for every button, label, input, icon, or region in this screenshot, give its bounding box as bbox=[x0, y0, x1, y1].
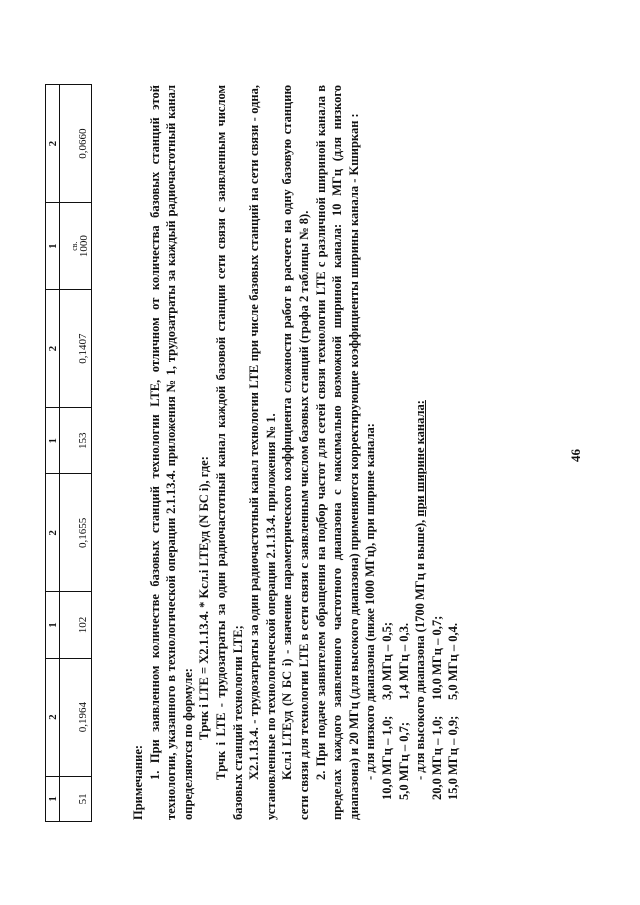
high-range-header-text: - для высокого диапазона (1700 МГц и выше), bbox=[413, 516, 428, 780]
table-header-cell: 1 bbox=[46, 408, 60, 474]
table-cell: 153 bbox=[60, 408, 92, 474]
note-paragraph-1: 1. При заявленном количестве базовых станций технологии LTE, отличном от количества базовых станций этой технологии, указанного в технологической операции 2.1.13.4. приложения № 1, трудозатраты за каждый радиочастотный канал определяются по формуле: bbox=[147, 85, 195, 820]
table-header-cell: 2 bbox=[46, 290, 60, 408]
low-range-header: - для низкого диапазона (ниже 1000 МГц), при ширине канала: bbox=[363, 423, 378, 780]
table-header-cell: 1 bbox=[46, 203, 60, 290]
coef-value: 15,0 МГц – 0,9; bbox=[446, 715, 461, 800]
list-item bbox=[396, 85, 413, 820]
high-range-header-underlined: при ширине канала: bbox=[413, 400, 428, 517]
note-body bbox=[130, 85, 462, 820]
list-item bbox=[429, 85, 446, 820]
cell-label: св. bbox=[70, 241, 79, 251]
table-cell: 0,0660 bbox=[60, 85, 92, 203]
coef-value: 3,0 МГц – 0,5; bbox=[379, 622, 394, 700]
formula: Tрчк i LTE = X2.1.13.4. * Kcл.i LTEуд (N БС i), где: bbox=[197, 456, 212, 740]
high-range-header bbox=[412, 85, 429, 820]
low-range-values bbox=[379, 85, 412, 820]
list-item bbox=[445, 85, 462, 820]
page-number: 46 bbox=[568, 449, 583, 462]
table-cell-extra bbox=[60, 203, 92, 290]
definition-1: Tрчк i LTE - трудозатраты за один радиочастотный канал каждой базовой станции сети связи с заявленным числом базовых станций технологии LTE; bbox=[213, 85, 245, 820]
coef-value: 10,0 МГц – 1,0; bbox=[379, 715, 394, 800]
coefficient-table bbox=[45, 84, 92, 822]
coef-value: 10,0 МГц – 0,7; bbox=[429, 615, 444, 700]
table-header-cell: 2 bbox=[46, 85, 60, 203]
coef-value: 1,4 МГц – 0,3. bbox=[396, 623, 411, 700]
list-item bbox=[379, 85, 396, 820]
table-header-cell: 2 bbox=[46, 474, 60, 592]
table-header-row bbox=[46, 85, 60, 822]
note-title: Примечание: bbox=[131, 744, 145, 820]
table-header-cell: 1 bbox=[46, 776, 60, 821]
coef-value: 5,0 МГц – 0,4. bbox=[446, 623, 461, 700]
note-paragraph-2: 2. При подаче заявителем обращения на подбор частот для сетей связи технологии LTE с различной шириной канала в пределах каждого заявленного частотного диапазона с максимально возможной шириной канала: 10 МГц (для низкого диапазона) и 20 МГц (для высокого диапазона) применяются корректирующие коэффициенты ширины канала - Kширкан : bbox=[313, 85, 361, 820]
table-cell: 0,1964 bbox=[60, 658, 92, 776]
high-range-values bbox=[429, 85, 462, 820]
table-header-cell: 2 bbox=[46, 658, 60, 776]
definition-3: Kcл.i LTEуд (N БС i) - значение параметрического коэффициента сложности работ в расчете на одну базовую станцию сети связи для технологии LTE в сети связи с заявленным числом базовых станций (графа 2 таблицы № 8). bbox=[280, 85, 311, 820]
coef-value: 5,0 МГц – 0,7; bbox=[396, 722, 411, 800]
table-cell: 0,1407 bbox=[60, 290, 92, 408]
table-cell: 51 bbox=[60, 776, 92, 821]
table-cell: 102 bbox=[60, 592, 92, 658]
coef-value: 20,0 МГц – 1,0; bbox=[429, 715, 444, 800]
cell-value: 1000 bbox=[78, 235, 90, 258]
table-row bbox=[60, 85, 92, 822]
table-cell: 0,1655 bbox=[60, 474, 92, 592]
table-header-cell: 1 bbox=[46, 592, 60, 658]
definition-2: X2.1.13.4. - трудозатраты за один радиочастотный канал технологии LTE при числе базовых станций на сети связи - одна, установленные по технологической операции 2.1.13.4. приложения № 1. bbox=[247, 85, 278, 820]
